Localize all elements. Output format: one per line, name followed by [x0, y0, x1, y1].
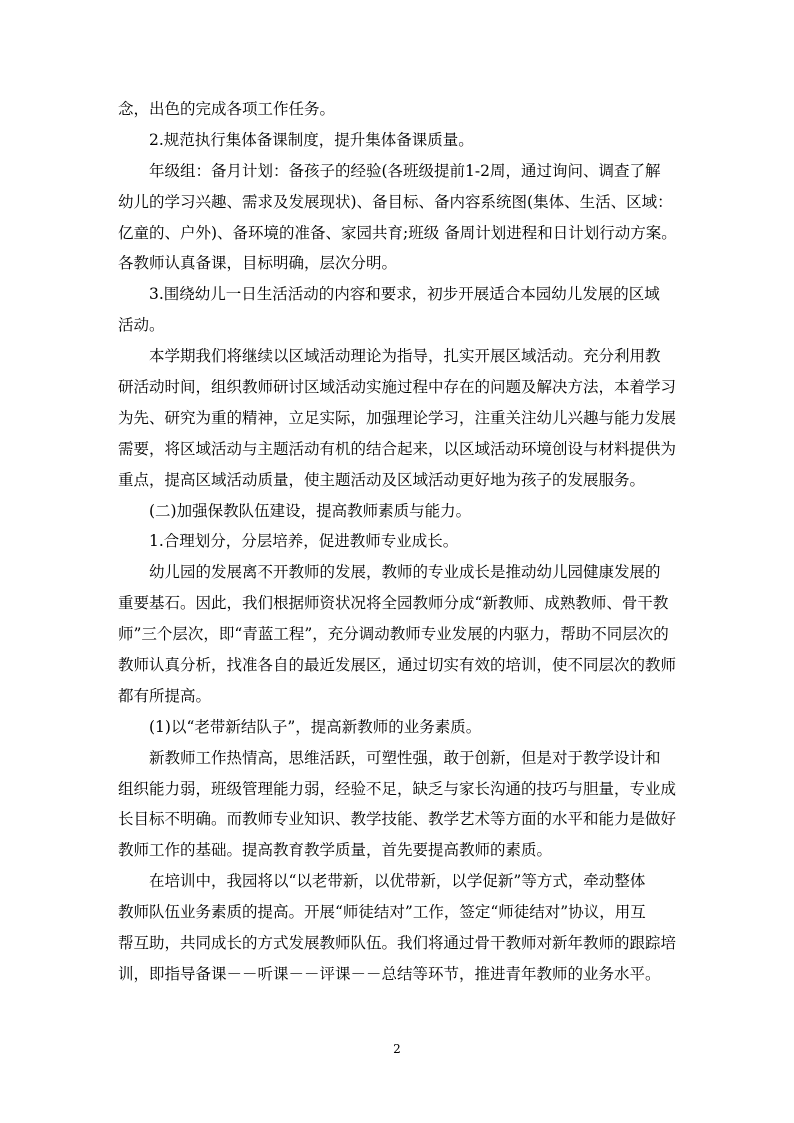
text-line: 帮互助，共同成长的方式发展教师队伍。我们将通过骨干教师对新年教师的跟踪培: [118, 934, 677, 953]
text-line: 都有所提高。: [118, 686, 212, 705]
text-line: 训，即指导备课－－听课－－评课－－总结等环节，推进青年教师的业务水平。: [118, 964, 661, 983]
text-line: 为先、研究为重的精神，立足实际，加强理论学习，注重关注幼儿兴趣与能力发展: [118, 408, 677, 427]
document-body: [118, 94, 708, 990]
text-line: 重要基石。因此，我们根据师资状况将全园教师分成“新教师、成熟教师、骨干教: [118, 594, 669, 613]
text-line: 教师工作的基础。提高教育教学质量，首先要提高教师的素质。: [118, 841, 553, 860]
text-line: 需要，将区域活动与主题活动有机的结合起来，以区域活动环境创设与材料提供为: [118, 439, 677, 458]
text-line: 念，出色的完成各项工作任务。: [118, 100, 336, 118]
text-line: 1.合理划分，分层培养，促进教师专业成长。: [149, 532, 459, 551]
text-line: 2.规范执行集体备课制度，提升集体备课质量。: [149, 130, 474, 149]
text-line: 幼儿的学习兴趣、需求及发展现状)、备目标、备内容系统图(集体、生活、区域：: [118, 192, 673, 211]
text-line: 研活动时间，组织教师研讨区域活动实施过程中存在的问题及解决方法，本着学习: [118, 378, 677, 397]
text-line: 本学期我们将继续以区域活动理论为指导，扎实开展区域活动。充分利用教: [149, 347, 661, 366]
text-line: 师”三个层次，即“青蓝工程”，充分调动教师专业发展的内驱力，帮助不同层次的: [118, 625, 669, 644]
text-line: 组织能力弱，班级管理能力弱，经验不足，缺乏与家长沟通的技巧与胆量，专业成: [118, 779, 677, 798]
text-line: 新教师工作热情高，思维活跃，可塑性强，敢于创新，但是对于教学设计和: [149, 748, 661, 767]
text-line: 3.围绕幼儿一日生活活动的内容和要求，初步开展适合本园幼儿发展的区域: [149, 285, 660, 304]
text-line: (二)加强保教队伍建设，提高教师素质与能力。: [149, 501, 472, 520]
text-line: 活动。: [118, 316, 165, 335]
text-line: 教师队伍业务素质的提高。开展“师徒结对”工作，签定“师徒结对”协议，用互: [118, 903, 646, 922]
page-number: 2: [393, 1042, 401, 1056]
text-line: 亿童的、户外)、备环境的准备、家园共育;班级 备周计划进程和日计划行动方案。: [118, 223, 677, 242]
text-line: 教师认真分析，找准各自的最近发展区，通过切实有效的培训，使不同层次的教师: [118, 656, 677, 675]
text-line: 各教师认真备课，目标明确，层次分明。: [118, 254, 398, 273]
text-line: 长目标不明确。而教师专业知识、教学技能、教学艺术等方面的水平和能力是做好: [118, 810, 677, 829]
text-line: (1)以“老带新结队子”，提高新教师的业务素质。: [149, 717, 482, 736]
text-line: 重点，提高区域活动质量，使主题活动及区域活动更好地为孩子的发展服务。: [118, 470, 646, 489]
text-line: 幼儿园的发展离不开教师的发展，教师的专业成长是推动幼儿园健康发展的: [149, 563, 661, 582]
text-line: 年级组：备月计划：备孩子的经验(各班级提前1-2周，通过询问、调查了解: [149, 161, 661, 180]
text-line: 在培训中，我园将以“以老带新，以优带新，以学促新”等方式，牵动整体: [149, 872, 646, 891]
